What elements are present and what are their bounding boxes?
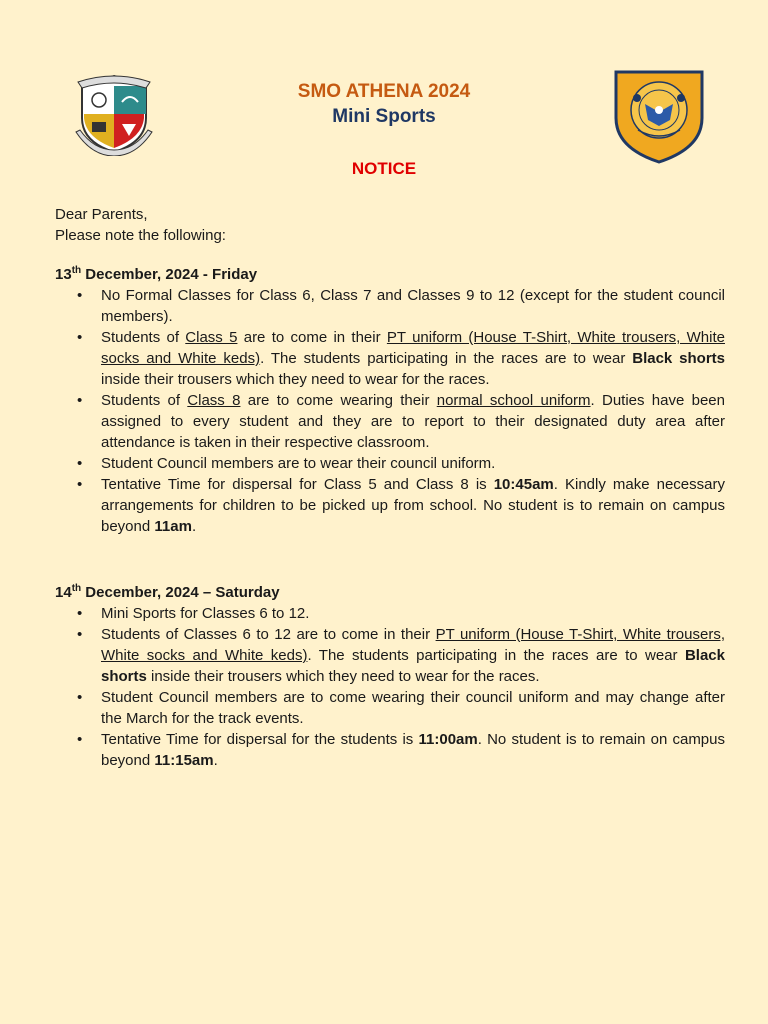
page-title: SMO ATHENA 2024 bbox=[297, 81, 471, 102]
item-text: Student Council members are to wear their council uniform. bbox=[101, 455, 496, 472]
list-item bbox=[55, 327, 725, 390]
item-text: inside their trousers which they need to wear for the races. bbox=[101, 371, 490, 388]
section-saturday bbox=[55, 582, 725, 771]
item-text-underline: Class 5 bbox=[185, 329, 238, 346]
header bbox=[0, 80, 768, 130]
item-text-underline: Class 8 bbox=[187, 392, 241, 409]
item-text: . Kindly make necessary arrangements for children to be picked up from school. No student is to remain on campus beyond bbox=[101, 476, 725, 535]
item-text: . bbox=[213, 752, 218, 769]
item-text: . bbox=[191, 518, 197, 535]
item-text: inside their trousers which they need to wear for the races. bbox=[146, 668, 540, 685]
item-text: No Formal Classes for Class 6, Class 7 and Classes 9 to 12 (except for the student council members). bbox=[101, 287, 725, 325]
list-item bbox=[55, 603, 725, 624]
list-item bbox=[55, 729, 725, 771]
item-text: Students of Classes 6 to 12 are to come in their bbox=[101, 626, 436, 643]
item-text: . The students participating in the races are to wear bbox=[307, 647, 685, 664]
heading-day: 14 bbox=[55, 584, 72, 601]
list-item bbox=[55, 474, 725, 537]
item-text: are to come in their bbox=[237, 329, 387, 346]
item-text: Students of bbox=[101, 329, 186, 346]
item-text-underline: normal school uniform bbox=[436, 392, 591, 409]
section-heading-saturday bbox=[55, 582, 725, 603]
greeting-line-1: Dear Parents, bbox=[55, 206, 148, 223]
notice-heading: NOTICE bbox=[351, 159, 417, 178]
list-item bbox=[55, 687, 725, 729]
item-text-bold: Black shorts bbox=[632, 350, 725, 367]
list-item bbox=[55, 390, 725, 453]
item-text: Student Council members are to come wearing their council uniform and may change after the March for the track events. bbox=[101, 689, 725, 727]
item-text: Students of bbox=[101, 392, 188, 409]
item-text: Tentative Time for dispersal for the students is bbox=[101, 731, 419, 748]
heading-date: December, 2024 – Saturday bbox=[81, 584, 280, 601]
friday-list bbox=[55, 285, 725, 537]
item-text-bold: 11am bbox=[154, 518, 192, 535]
heading-day: 13 bbox=[55, 266, 72, 283]
item-text: . No student is to remain on campus beyond bbox=[101, 731, 725, 769]
item-text-underline: PT uniform (House T-Shirt, White trousers, White socks and White keds) bbox=[101, 626, 725, 664]
item-text-underline: PT uniform (House T-Shirt, White trousers, White socks and White keds) bbox=[101, 329, 725, 367]
greeting-line-2: Please note the following: bbox=[55, 227, 226, 244]
heading-ordinal: th bbox=[71, 265, 82, 276]
item-text: . The students participating in the races are to wear bbox=[260, 350, 633, 367]
item-text: Mini Sports for Classes 6 to 12. bbox=[101, 605, 310, 622]
item-text-bold: 10:45am bbox=[493, 476, 554, 493]
heading-date: December, 2024 - Friday bbox=[81, 266, 258, 283]
list-item bbox=[55, 624, 725, 687]
heading-ordinal: th bbox=[71, 583, 82, 594]
greeting bbox=[55, 204, 725, 246]
list-item bbox=[55, 453, 725, 474]
page-subtitle: Mini Sports bbox=[332, 106, 436, 127]
list-item bbox=[55, 285, 725, 327]
item-text-bold: 11:15am bbox=[154, 752, 214, 769]
item-text: are to come wearing their bbox=[240, 392, 437, 409]
item-text-bold: 11:00am bbox=[418, 731, 478, 748]
section-friday bbox=[55, 264, 725, 537]
item-text: . Duties have been assigned to every student and they are to report to their designated duty area after attendance is taken in their respective classroom. bbox=[101, 392, 725, 451]
section-heading-friday bbox=[55, 264, 725, 285]
saturday-list bbox=[55, 603, 725, 771]
item-text: Tentative Time for dispersal for Class 5 and Class 8 is bbox=[101, 476, 494, 493]
item-text-bold: Black shorts bbox=[101, 647, 725, 685]
